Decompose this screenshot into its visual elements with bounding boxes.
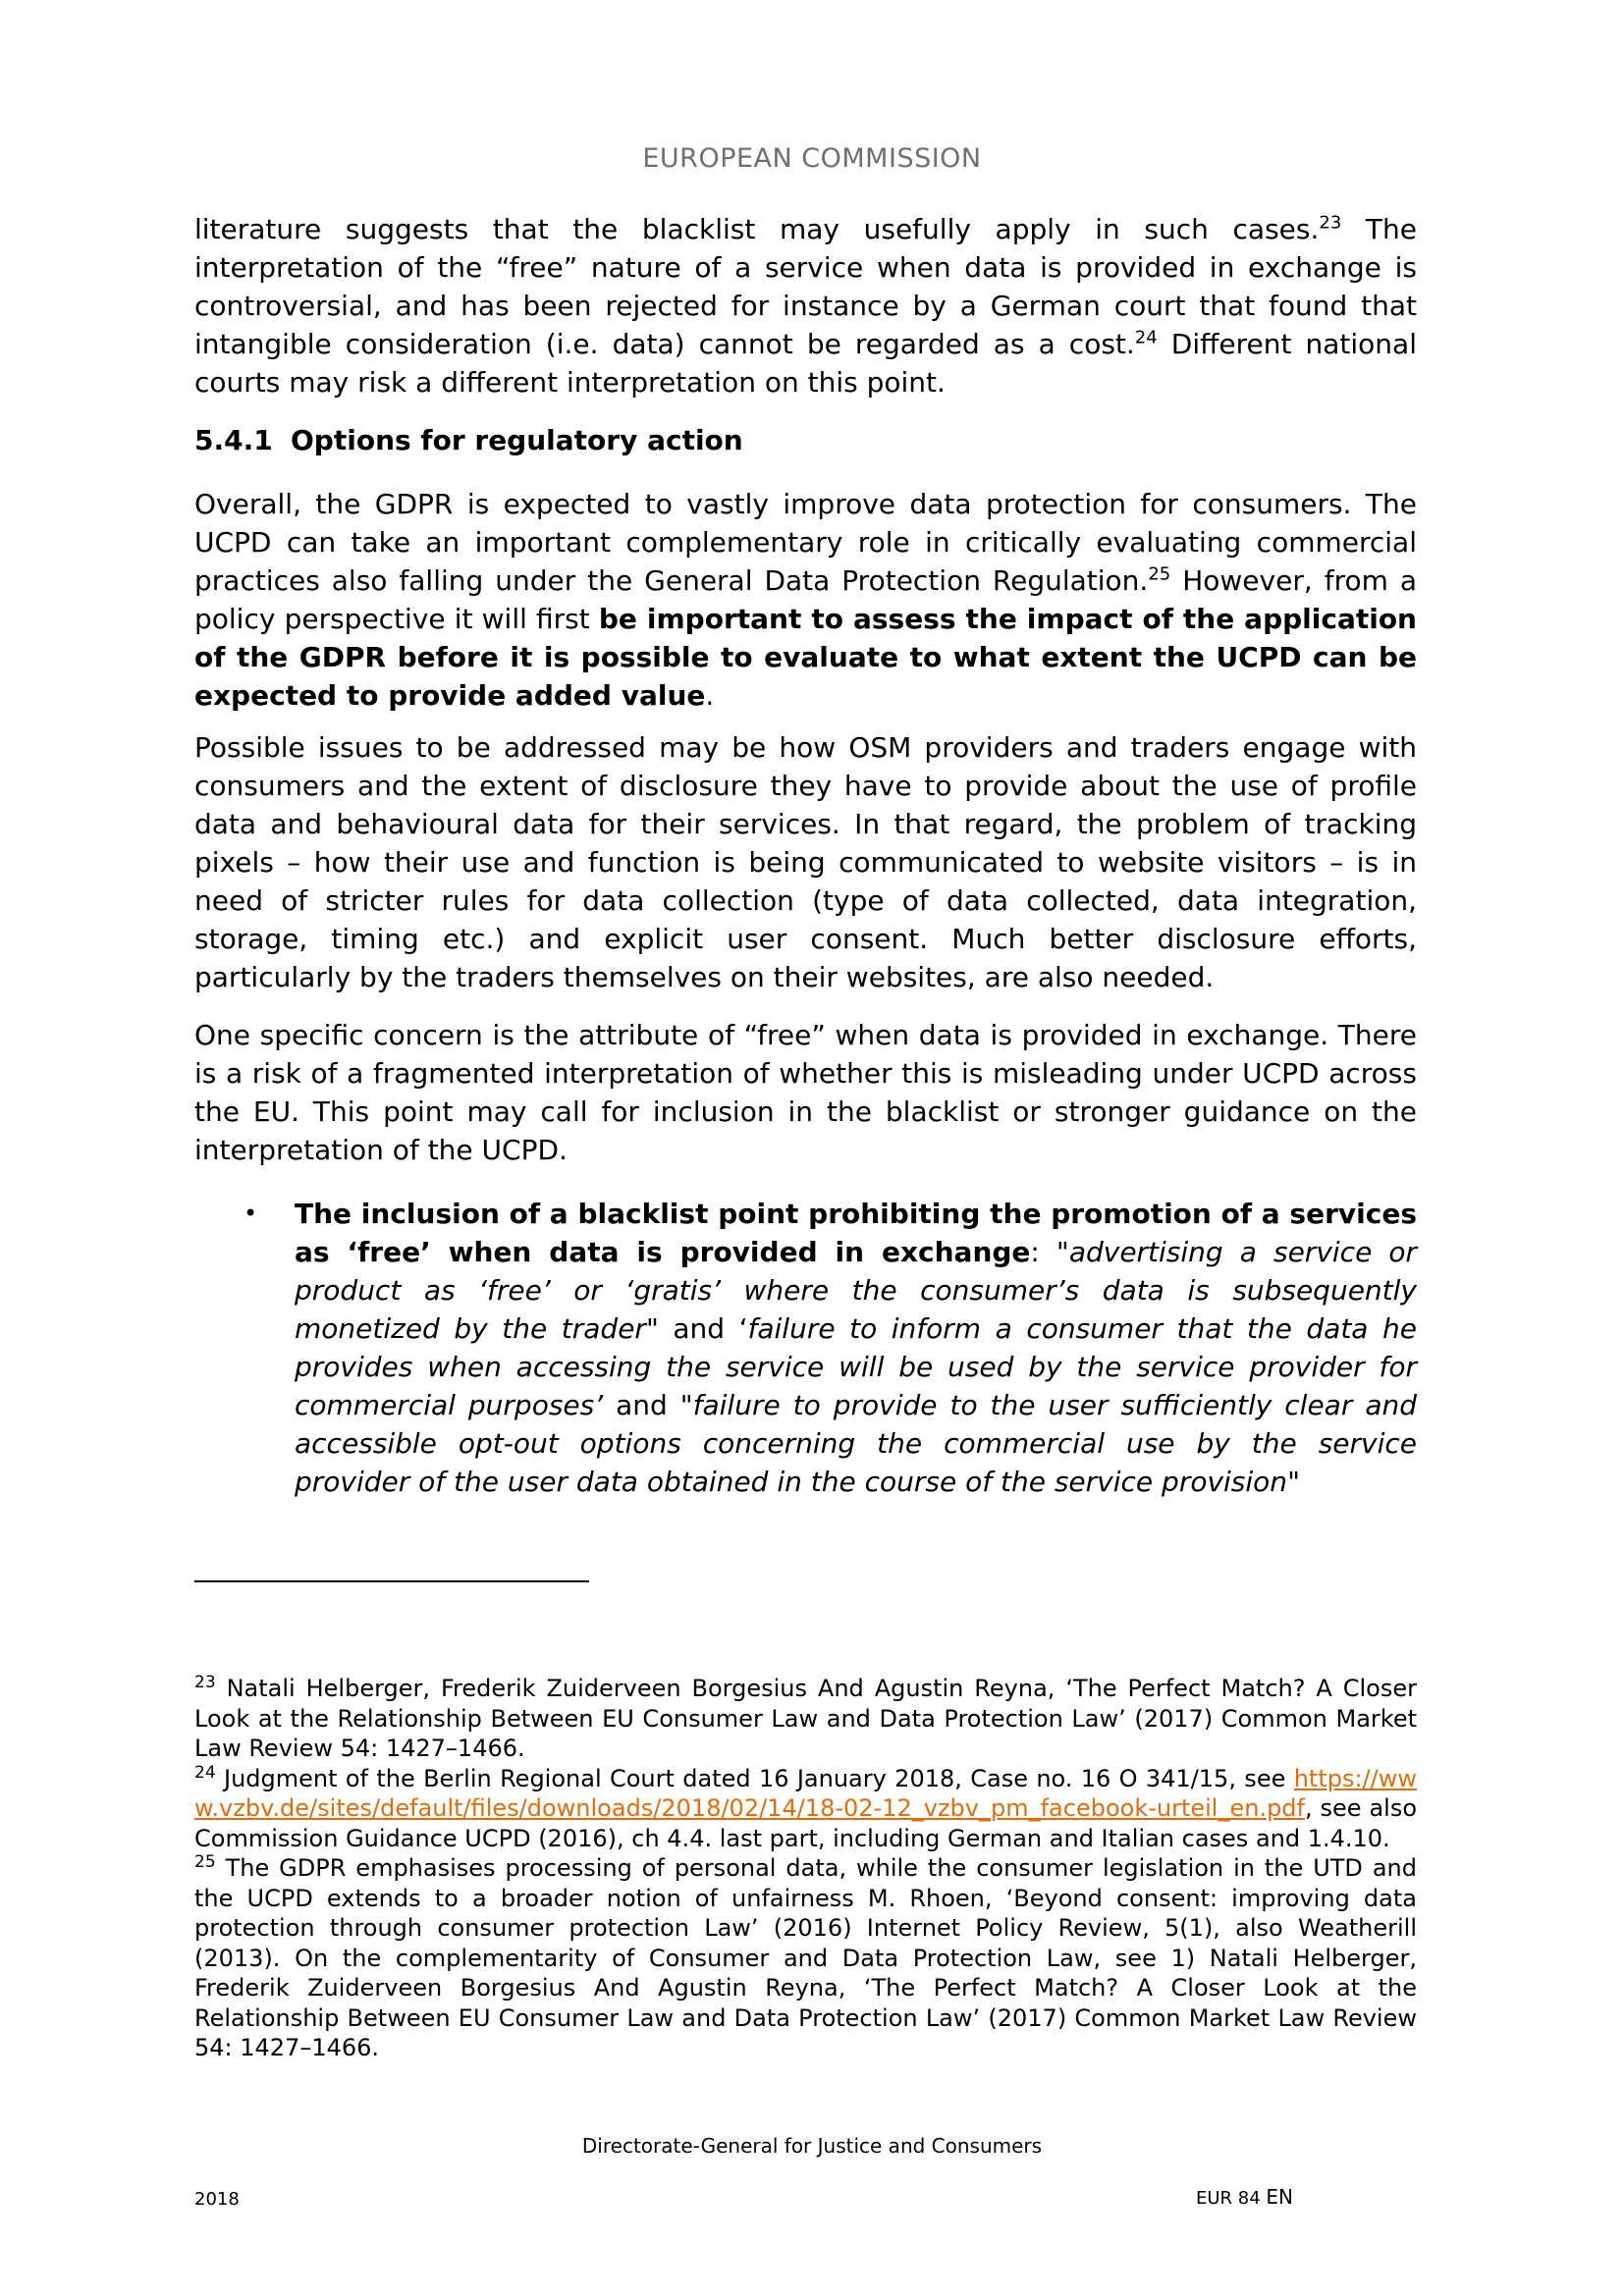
bullet-colon: : " [1030,1236,1069,1268]
main-content [194,210,1417,1501]
footer-directorate: Directorate-General for Justice and Consumers [581,2134,1043,2158]
footnote-24-text-a: Judgment of the Berlin Regional Court dated 16 January 2018, Case no. 16 O 341/15, see [215,1764,1294,1792]
footer-eur-number: EUR 84 [1196,2188,1267,2209]
footnote-24-link[interactable]: https://www.vzbv.de/sites/default/files/downloads/2018/02/14/18-02-12_vzbv_pm_facebook-urteil_en.pdf [194,1764,1417,1822]
bullet-italic-3: failure to provide to the user sufficiently clear and accessible opt-out options concerning the commercial use by the service provider of the user data obtained in the course of the service provision [295,1389,1417,1498]
footer-report-number [1196,2185,1293,2209]
footnote-24 [194,1764,1417,1854]
footnote-24-number: 24 [194,1762,216,1783]
bullet-symbol: • [244,1200,258,1227]
footnote-separator [194,1580,589,1582]
bullet-bold-text: The inclusion of a blacklist point prohibiting the promotion of a services as ‘free’ when data is provided in exchange [295,1198,1417,1268]
page-header: EUROPEAN COMMISSION [642,143,982,174]
footnotes [194,1674,1417,2063]
intro-text-b: The interpretation of the “free” nature of a service when data is provided in exchange is controversial, and has been rejected for instance by a German court that found that intangible consideration (i.e. data) cannot be regarded as a cost. [194,213,1417,360]
issues-paragraph: Possible issues to be addressed may be how OSM providers and traders engage with consumers and the extent of disclosure they have to provide about the use of profile data and behavioural data for their services. In that regard, the problem of tracking pixels – how their use and function is being communicated to website visitors – is in need of stricter rules for data collection (type of data collected, data integration, storage, timing etc.) and explicit user consent. Much better disclosure efforts, particularly by the traders themselves on their websites, are also needed. [194,731,1417,993]
concern-paragraph: One specific concern is the attribute of “free” when data is provided in exchange. There is a risk of a fragmented interpretation of whether this is misleading under UCPD across the EU. This point may call for inclusion in the blacklist or stronger guidance on the interpretation of the UCPD. [194,1019,1417,1166]
bullet-italic-2: failure to inform a consumer that the data he provides when accessing the service will be used by the service provider for commercial purposes’ [295,1312,1417,1421]
footnote-ref-23[interactable]: 23 [1319,212,1342,234]
section-number: 5.4.1 [194,424,273,456]
intro-paragraph [194,210,1417,401]
gdpr-text-b: However, from a policy perspective it will first [194,564,1418,635]
footnote-23-number: 23 [194,1673,216,1692]
footnote-24-text-b: , see also Commission Guidance UCPD (2016), ch 4.4. last part, including German and Italian cases and 1.4.10. [194,1794,1417,1852]
gdpr-text-a: Overall, the GDPR is expected to vastly improve data protection for consumers. The UCPD can take an important complementary role in critically evaluating commercial practices also falling under the General Data Protection Regulation. [194,488,1417,597]
footnote-25-number: 25 [194,1852,216,1872]
footer-language: EN [1266,2185,1294,2209]
gdpr-text-c: . [705,679,715,712]
section-title: Options for regulatory action [291,424,743,456]
footnote-25-text: The GDPR emphasises processing of personal data, while the consumer legislation in the UTD and the UCPD extends to a broader notion of unfairness M. Rhoen, ‘Beyond consent: improving data protection through consumer protection Law’ (2016) Internet Policy Review, 5(1), also Weatherill (2013). On the complementarity of Consumer and Data Protection Law, see 1) Natali Helberger, Frederik Zuiderveen Borgesius And Agustin Reyna, ‘The Perfect Match? A Closer Look at the Relationship Between EU Consumer Law and Data Protection Law’ (2017) Common Market Law Review 54: 1427–1466. [194,1854,1417,2061]
bullet-connector-2: and " [603,1389,693,1421]
bullet-italic-1: advertising a service or product as ‘free’ or ‘gratis’ where the consumer’s data is subsequently monetized by the trader [295,1236,1418,1345]
footnote-25 [194,1853,1417,2063]
bullet-connector-1: " and ‘ [645,1312,748,1345]
footer-year: 2018 [194,2189,240,2210]
footnote-23 [194,1674,1417,1764]
bullet-item [194,1195,1417,1501]
gdpr-paragraph [194,485,1417,715]
footnote-23-text: Natali Helberger, Frederik Zuiderveen Borgesius And Agustin Reyna, ‘The Perfect Match? A Closer Look at the Relationship Between EU Consumer Law and Data Protection Law’ (2017) Common Market Law Review 54: 1427–1466. [194,1675,1417,1762]
intro-text-a: literature suggests that the blacklist may usefully apply in such cases. [194,213,1320,245]
section-heading [194,421,1417,459]
bullet-close-quote: " [1287,1466,1300,1498]
intro-text-c: Different national courts may risk a different interpretation on this point. [194,328,1417,399]
footnote-ref-24[interactable]: 24 [1134,327,1158,348]
footnote-ref-25[interactable]: 25 [1148,563,1171,585]
gdpr-bold-text: be important to assess the impact of the application of the GDPR before it is possible to evaluate to what extent the UCPD can be expected to provide added value [194,603,1417,712]
